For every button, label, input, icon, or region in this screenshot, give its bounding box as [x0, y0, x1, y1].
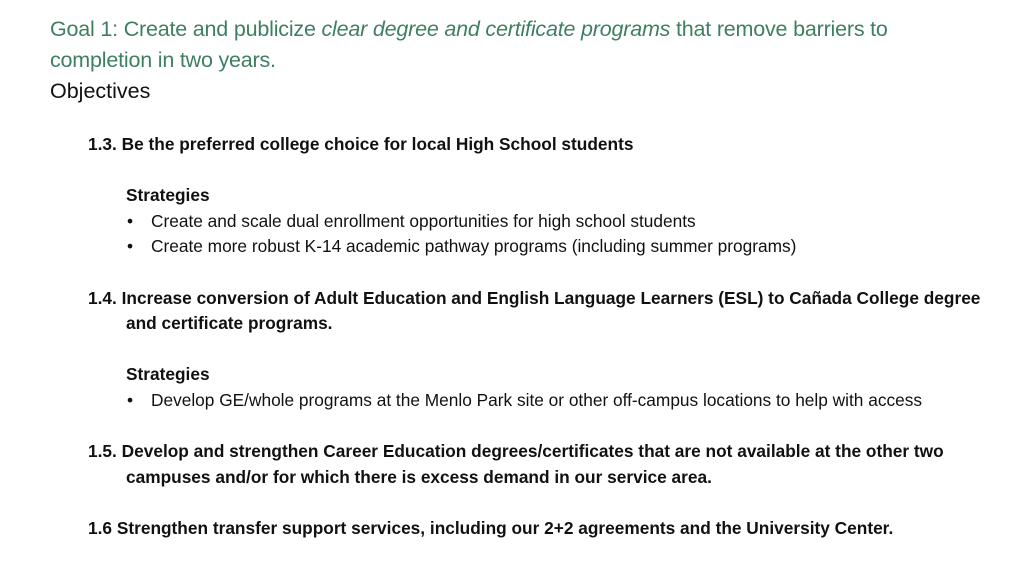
- strategy-item: [127, 209, 988, 235]
- objectives-content: [88, 132, 988, 542]
- objectives-heading: Objectives: [50, 79, 151, 103]
- objective-1-3: 1.3. Be the preferred college choice for local High School students: [88, 134, 634, 154]
- goal-suffix: that remove barriers to completion in two years.: [50, 17, 888, 72]
- strategy-item: [127, 388, 988, 414]
- goal-title: [50, 14, 990, 76]
- strategy-list-1-4: [88, 388, 988, 414]
- objective-1-6: 1.6 Strengthen transfer support services, including our 2+2 agreements and the University Center.: [88, 517, 894, 538]
- strategy-text: Create more robust K-14 academic pathway programs (including summer programs): [151, 236, 797, 257]
- bullet-icon: •: [127, 210, 134, 231]
- objective-1-5: 1.5. Develop and strengthen Career Education degrees/certificates that are not available at the other two campuses and/or for which there is excess demand in our service area.: [88, 441, 944, 487]
- goal-prefix: Goal 1: Create and publicize: [50, 17, 322, 41]
- strategies-heading-1-4: Strategies: [126, 364, 210, 385]
- strategies-heading-1-3: Strategies: [126, 185, 210, 206]
- goal-emphasis: clear degree and certificate programs: [321, 17, 671, 41]
- strategy-item: [127, 234, 988, 260]
- strategy-text: Create and scale dual enrollment opportunities for high school students: [151, 210, 696, 231]
- bullet-icon: •: [127, 236, 134, 257]
- objective-1-4: 1.4. Increase conversion of Adult Education and English Language Learners (ESL) to Cañada College degree and certificate programs.: [88, 287, 981, 334]
- strategy-list-1-3: [88, 209, 988, 260]
- bullet-icon: •: [127, 389, 134, 410]
- strategy-text: Develop GE/whole programs at the Menlo Park site or other off-campus locations to help with access: [151, 389, 922, 410]
